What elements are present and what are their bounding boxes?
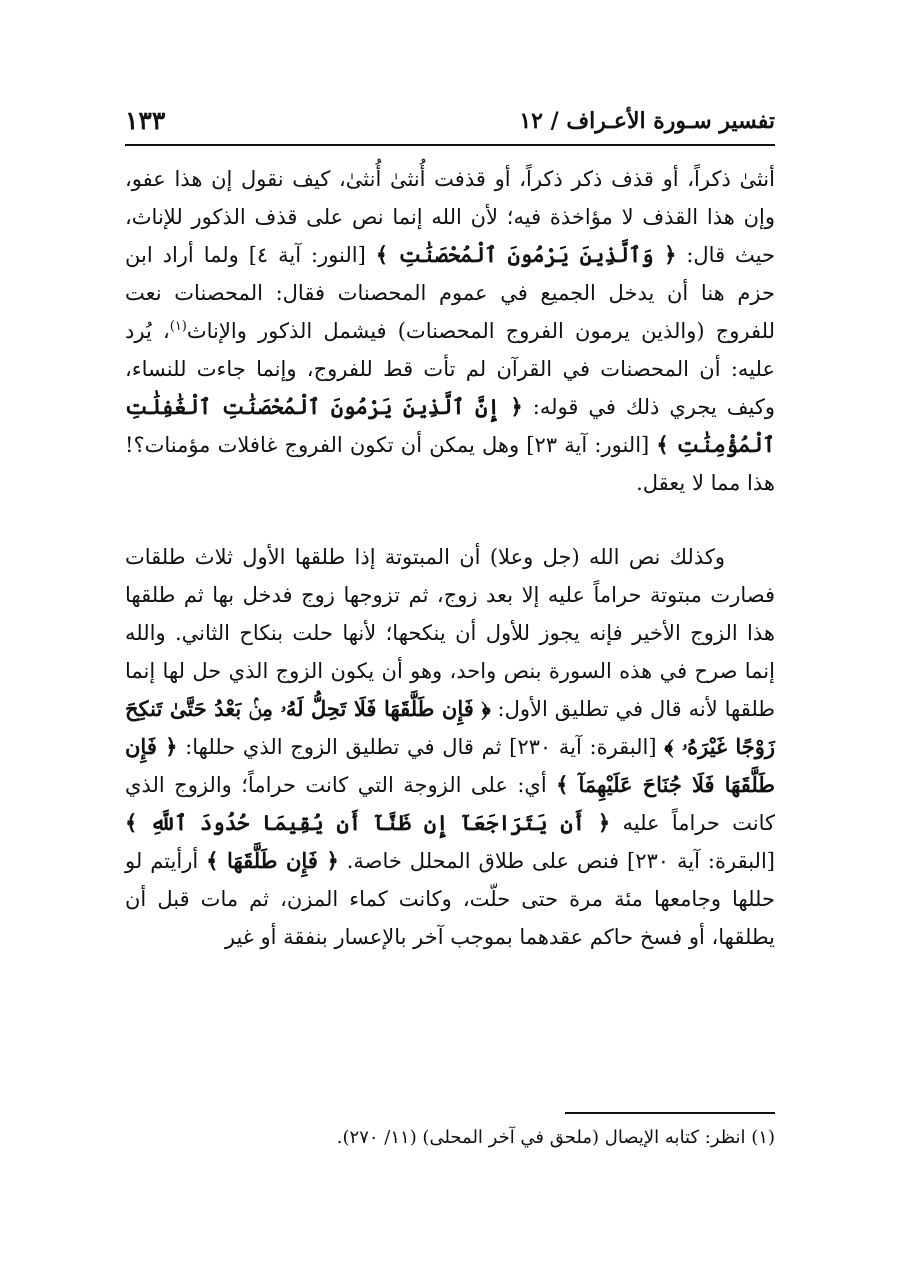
quran-verse-3: ﴿ فَإِن طَلَّقَهَا فَلَا تَحِلُّ لَهُۥ مِنۢ بَعْدُ حَتَّىٰ تَنكِحَ زَوْجًا غَيْرَهُۥ ﴾ — [125, 696, 775, 759]
paragraph-1-text-4: [النور: آية ٢٣] وهل يمكن أن تكون الفروج غافلات مؤمنات؟! هذا مما لا يعقل. — [125, 433, 775, 495]
paragraph-2 — [125, 538, 775, 956]
paragraph-2-text-2: [البقرة: آية ٢٣٠] ثم قال في تطليق الزوج الذي حللها: — [177, 735, 665, 759]
quran-verse-6: ﴿ فَإِن طَلَّقَهَا ﴾ — [206, 848, 339, 873]
paragraph-2-text-4: [البقرة: آية ٢٣٠] فنص على طلاق المحلل خاصة. — [338, 849, 775, 873]
footnote-reference[interactable]: (١) — [169, 319, 187, 334]
paragraph-2-text-5: أرأيتم لو حللها وجامعها مئة مرة حتى حلّت، وكانت كماء المزن، ثم مات قبل أن يطلقها، أو فسخ حاكم عقدهما بموجب آخر بالإعسار بنفقة أو غير — [125, 849, 775, 949]
page-header — [125, 100, 775, 146]
page-number: ١٣٣ — [125, 106, 166, 135]
running-title: تفسير سـورة الأعـراف / ١٢ — [519, 108, 775, 134]
paragraph-1-text-3: ، يُرد عليه: أن المحصنات في القرآن لم تأت قط للفروج، وإنما جاءت للنساء، وكيف يجري ذلك في قوله: — [125, 319, 775, 419]
page-body — [125, 160, 775, 956]
quran-verse-1: ﴿ وَٱلَّذِينَ يَرْمُونَ ٱلْمُحْصَنَٰتِ ﴾ — [375, 242, 677, 267]
footnote-separator — [565, 1112, 775, 1114]
paragraph-1-text-2: [النور: آية ٤] ولما أراد ابن حزم هنا أن يدخل الجميع في عموم المحصنات فقال: المحصنات نعت للفروج (والذين يرمون الفروج المحصنات) فيشمل الذكور والإناث — [125, 243, 775, 343]
paragraph-2-text-1: وكذلك نص الله (جل وعلا) أن المبتوتة إذا طلقها الأول ثلاث طلقات فصارت مبتوتة حراماً عليه إلا بعد زوج، ثم تزوجها زوج فدخل بها ثم طلقها هذا الزوج الأخير فإنه يجوز للأول أن ينكحها؛ لأنها حلت بنكاح الثاني. والله إنما صرح في هذه السورة بنص واحد، وهو أن يكون الزوج الذي حل لها إنما طلقها لأنه قال في تطليق الأول: — [125, 545, 775, 721]
quran-verse-2: ﴿ إِنَّ ٱلَّذِينَ يَرْمُونَ ٱلْمُحْصَنَٰتِ ٱلْغَٰفِلَٰتِ ٱلْمُؤْمِنَٰتِ ﴾ — [125, 394, 775, 457]
paragraph-1 — [125, 160, 775, 502]
paragraph-2-text-3: أي: على الزوجة التي كانت حراماً؛ والزوج الذي كانت حراماً عليه — [125, 773, 775, 835]
book-page — [125, 100, 775, 1180]
paragraph-1-text-1: أنثىٰ ذكراً، أو قذف ذكر ذكراً، أو قذفت أُنثىٰ أُنثىٰ، كيف نقول إن هذا عفو، وإن هذا القذف لا مؤاخذة فيه؛ لأن الله إنما نص على قذف الذكور للإناث، حيث قال: — [125, 167, 775, 267]
footnote: (١) انظر: كتابه الإيصال (ملحق في آخر المحلى) (١١/ ٢٧٠). — [336, 1127, 775, 1148]
quran-verse-5: ﴿ أَن يَتَرَاجَعَآ إِن ظَنَّآ أَن يُقِيمَا حُدُودَ ٱللَّهِ ﴾ — [125, 810, 611, 835]
quran-verse-4: ﴿ فَإِن طَلَّقَهَا فَلَا جُنَاحَ عَلَيْهِمَآ ﴾ — [125, 734, 776, 797]
